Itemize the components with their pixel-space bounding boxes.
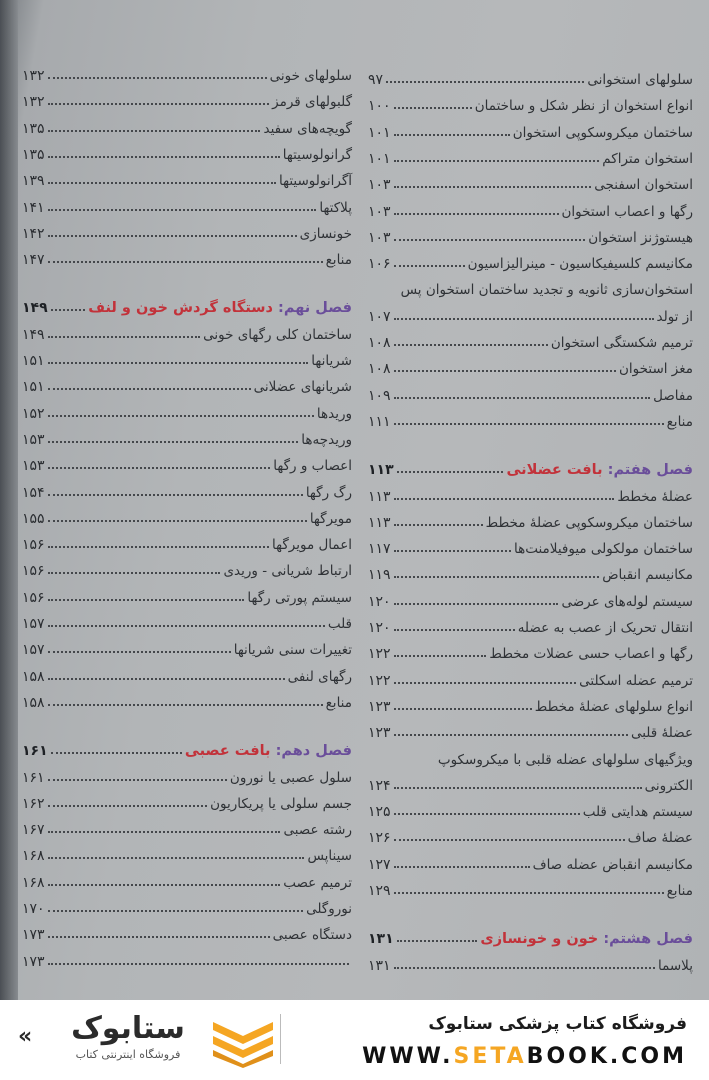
entry-title: پلاسما	[657, 957, 693, 974]
toc-entry	[22, 893, 352, 919]
toc-entry	[22, 450, 352, 476]
toc-entry	[22, 608, 352, 634]
entry-title: سلول عصبی یا نورون	[229, 769, 352, 786]
toc-entry	[368, 169, 693, 195]
footer-divider	[280, 1014, 281, 1064]
page-number: ۱۲۲	[368, 672, 391, 689]
toc-entry	[368, 117, 693, 143]
page-number: ۱۵۶	[22, 563, 45, 580]
page-number: ۱۵۳	[22, 431, 45, 448]
chapter-label: فصل هشتم:	[603, 931, 693, 948]
dot-leader	[394, 498, 615, 500]
chapter-name: بافت عضلانی	[506, 462, 603, 479]
entry-title: الکترونی	[644, 777, 693, 794]
dot-leader	[48, 831, 281, 833]
entry-title: عضلهٔ مخطط	[617, 488, 693, 505]
dot-leader	[394, 265, 465, 267]
page-number: ۱۲۲	[368, 646, 391, 663]
dot-leader	[394, 107, 472, 109]
toc-entry	[368, 586, 693, 612]
entry-title: پلاکتها	[319, 199, 352, 216]
toc-entry	[22, 634, 352, 660]
page-number: ۱۶۷	[22, 822, 45, 839]
toc-entry	[22, 919, 352, 945]
entry-title: جسم سلولی یا پریکاریون	[210, 795, 352, 812]
entry-title: سیناپس	[307, 848, 352, 865]
entry-title: از تولد	[656, 308, 693, 325]
page-number: ۱۱۹	[368, 567, 391, 584]
entry-title: اعصاب و رگها	[273, 458, 352, 475]
toc-entry	[368, 222, 693, 248]
page-number: ۱۶۸	[22, 874, 45, 891]
dot-leader	[48, 182, 276, 184]
page-number: ۱۶۸	[22, 848, 45, 865]
page-number: ۱۲۰	[368, 620, 391, 636]
entry-title: سلولهای خونی	[269, 68, 352, 84]
toc-entry	[368, 717, 693, 743]
page-number: ۱۲۵	[368, 804, 391, 821]
chapter-heading	[22, 735, 352, 761]
dot-leader	[48, 156, 280, 158]
page-number: ۱۱۷	[368, 541, 391, 558]
entry-title: شریانهای عضلانی	[253, 379, 352, 396]
dot-leader	[48, 678, 285, 680]
toc-entry	[368, 796, 693, 822]
toc-entry	[368, 559, 693, 585]
dot-leader	[48, 546, 269, 548]
dot-leader	[48, 651, 231, 653]
store-name: فروشگاه کتاب پزشکی ستابوک	[428, 1014, 687, 1034]
dot-leader	[48, 704, 323, 706]
page-number: ۱۰۱	[368, 124, 391, 141]
entry-title: رگهای لنفی	[287, 668, 352, 685]
toc-entry	[368, 950, 693, 976]
page-number: ۱۷۳	[22, 953, 45, 970]
page-number: ۱۰۸	[368, 335, 391, 351]
toc-entry	[368, 612, 693, 638]
chapter-title	[480, 931, 693, 949]
entry-title: مکانیسم انقباض عضله صاف	[532, 856, 693, 873]
toc-entry	[22, 113, 352, 139]
entry-title: مفاصل	[653, 387, 693, 404]
page-number: ۱۶۲	[22, 795, 45, 812]
chapter-title	[506, 462, 693, 480]
chapter-label: فصل هفتم:	[607, 462, 693, 479]
page-number: ۱۳۲	[22, 68, 45, 84]
dot-leader	[48, 805, 208, 807]
logo-text	[48, 1010, 208, 1070]
page-number: ۱۱۱	[368, 413, 391, 430]
entry-title: سیستم لوله‌های عرضی	[561, 593, 693, 610]
page-number: ۱۷۳	[22, 927, 45, 944]
dot-leader	[51, 309, 86, 311]
toc-entry	[22, 946, 352, 972]
dot-leader	[394, 550, 511, 552]
page-number: ۱۱۳	[368, 462, 394, 479]
entry-title: منابع	[325, 252, 352, 269]
toc-entry	[368, 406, 693, 432]
page-number: ۱۳۵	[22, 146, 45, 163]
dot-leader	[394, 629, 515, 631]
entry-title: خونسازی	[299, 225, 352, 242]
page-number: ۱۲۰	[368, 593, 391, 610]
dot-leader	[48, 77, 267, 79]
page-number: ۱۰۶	[368, 256, 391, 273]
page-number: ۱۷۰	[22, 901, 45, 917]
toc-entry	[368, 822, 693, 848]
dot-leader	[48, 572, 221, 574]
page-number: ۱۳۹	[22, 173, 45, 190]
page-number: ۱۵۸	[22, 668, 45, 685]
logo-tagline: فروشگاه اینترنتی کتاب	[75, 1048, 181, 1061]
entry-title: سلولهای استخوانی	[587, 72, 693, 88]
chapter-heading	[22, 292, 352, 318]
dot-leader	[48, 520, 307, 522]
entry-title: ساختمان میکروسکوپی عضلهٔ مخطط	[485, 514, 693, 531]
chapter-name: خون و خونسازی	[480, 931, 599, 948]
dot-leader	[48, 261, 323, 263]
entry-title: ترمیم شکستگی استخوان	[550, 335, 693, 351]
toc-entry	[368, 143, 693, 169]
toc-entry	[22, 555, 352, 581]
page-number: ۱۵۷	[22, 642, 45, 659]
page-number: ۱۴۲	[22, 225, 45, 242]
dot-leader	[394, 239, 586, 241]
toc-entry	[368, 380, 693, 406]
entry-title: گرانولوسیتها	[282, 146, 352, 163]
toc-entry	[22, 218, 352, 244]
toc-entry	[368, 665, 693, 691]
book-stack-icon	[208, 1014, 278, 1068]
entry-title: مکانیسم انقباض	[602, 567, 693, 584]
chapter-label: فصل نهم:	[278, 300, 352, 317]
page-number: ۱۳۵	[22, 120, 45, 137]
logo-arrows-icon: «	[18, 1024, 33, 1049]
chapter-name: دستگاه گردش خون و لنف	[88, 300, 273, 317]
page-number: ۱۵۱	[22, 353, 45, 369]
page-number: ۱۲۷	[368, 856, 391, 873]
dot-leader	[394, 866, 530, 868]
entry-title: وریدچه‌ها	[301, 431, 352, 448]
page-number: ۱۱۳	[368, 514, 391, 531]
page-number: ۱۵۴	[22, 484, 45, 501]
toc-entry	[368, 353, 693, 379]
dot-leader	[394, 186, 592, 188]
page-number: ۱۵۶	[22, 537, 45, 554]
page-number: ۱۰۳	[368, 177, 391, 194]
store-footer	[0, 1000, 709, 1080]
dot-leader	[397, 940, 478, 942]
dot-leader	[48, 779, 227, 781]
dot-leader	[48, 467, 271, 469]
toc-entry	[22, 687, 352, 713]
dot-leader	[48, 130, 261, 132]
chapter-heading	[368, 923, 693, 949]
dot-leader	[394, 318, 654, 320]
entry-title: انواع سلولهای عضلهٔ مخطط	[534, 698, 693, 715]
entry-title: منابع	[666, 883, 693, 899]
entry-title: مغز استخوان	[619, 361, 693, 378]
page-number: ۱۶۱	[22, 769, 45, 786]
dot-leader	[397, 471, 504, 473]
toc-entry	[368, 875, 693, 901]
dot-leader	[51, 752, 182, 754]
dot-leader	[394, 787, 642, 789]
dot-leader	[394, 344, 548, 346]
entry-title: استخوان متراکم	[602, 150, 693, 167]
page-number: ۱۲۳	[368, 698, 391, 715]
page-number: ۱۵۲	[22, 405, 45, 422]
store-logo[interactable]	[18, 1010, 283, 1070]
entry-title: رگ رگها	[305, 484, 352, 501]
dot-leader	[394, 160, 600, 162]
dot-leader	[394, 813, 580, 815]
chapter-name: بافت عصبی	[184, 743, 271, 760]
entry-title: گویچه‌های سفید	[263, 120, 352, 137]
dot-leader	[386, 81, 584, 83]
page-number: ۱۲۴	[368, 777, 391, 794]
dot-leader	[394, 655, 487, 657]
entry-title: ترمیم عصب	[283, 874, 352, 891]
entry-title: انواع استخوان از نظر شکل و ساختمان	[474, 98, 693, 115]
toc-entry	[22, 582, 352, 608]
entry-title: هیستوژنز استخوان	[588, 229, 693, 246]
toc-entry	[368, 274, 693, 300]
page-number: ۱۴۹	[22, 300, 48, 317]
dot-leader	[48, 494, 303, 496]
entry-title: تغییرات سنی شریانها	[233, 642, 352, 659]
entry-title: منابع	[666, 413, 693, 430]
toc-entry	[368, 744, 693, 770]
page-number: ۱۵۷	[22, 616, 45, 632]
entry-title: ویژگیهای سلولهای عضله قلبی با میکروسکوپ	[437, 751, 693, 768]
dot-leader	[394, 682, 577, 684]
page-number: ۱۳۱	[368, 931, 394, 948]
dot-leader	[48, 388, 251, 390]
toc-entry	[22, 60, 352, 86]
page-number: ۱۲۹	[368, 883, 391, 899]
toc-entry	[22, 762, 352, 788]
entry-title: وریدها	[316, 405, 352, 422]
entry-title: استخوان اسفنجی	[594, 177, 693, 194]
toc-entry	[368, 327, 693, 353]
dot-leader	[48, 362, 309, 364]
toc-entry	[22, 661, 352, 687]
toc-entry	[368, 481, 693, 507]
entry-title: سیستم پورتی رگها	[247, 589, 352, 606]
page-number: ۱۲۳	[368, 725, 391, 742]
page-number: ۱۳۲	[22, 94, 45, 111]
toc-entry	[368, 507, 693, 533]
toc-entry	[22, 398, 352, 424]
entry-title: دستگاه عصبی	[272, 927, 352, 944]
toc-entry	[368, 638, 693, 664]
toc-entry	[22, 424, 352, 450]
entry-title: منابع	[325, 694, 352, 711]
dot-leader	[48, 910, 304, 912]
dot-leader	[48, 936, 270, 938]
toc-entry	[368, 90, 693, 116]
entry-title: آگرانولوسیتها	[279, 173, 352, 190]
dot-leader	[48, 209, 317, 211]
url-suffix: BOOK.COM	[526, 1044, 687, 1069]
toc-entry	[22, 503, 352, 529]
entry-title: شریانها	[311, 353, 352, 369]
entry-title: نوروگلی	[306, 901, 352, 917]
page-number: ۹۷	[368, 72, 384, 88]
chapter-label: فصل دهم:	[275, 743, 352, 760]
toc-entry	[22, 244, 352, 270]
page-number: ۱۱۳	[368, 488, 391, 505]
dot-leader	[48, 441, 299, 443]
entry-title: عضلهٔ صاف	[627, 830, 693, 847]
logo-word: ستابوک	[71, 1011, 185, 1046]
dot-leader	[394, 423, 664, 425]
toc-entry	[22, 814, 352, 840]
entry-title: سیستم هدایتی قلب	[582, 804, 693, 821]
dot-leader	[48, 235, 297, 237]
toc-entry	[368, 248, 693, 274]
dot-leader	[394, 213, 559, 215]
entry-title: مویرگها	[309, 510, 352, 527]
toc-entry	[22, 867, 352, 893]
dot-leader	[394, 892, 664, 894]
dot-leader	[48, 336, 201, 338]
dot-leader	[394, 134, 510, 136]
page-number: ۱۰۹	[368, 387, 391, 404]
page-number: ۱۲۶	[368, 830, 391, 847]
page-number: ۱۴۹	[22, 326, 45, 343]
dot-leader	[394, 370, 616, 372]
toc-entry	[22, 477, 352, 503]
page-number: ۱۴۱	[22, 199, 45, 216]
entry-title: اعمال مویرگها	[272, 537, 352, 554]
toc-entry	[368, 533, 693, 559]
url-highlight: SETA	[453, 1044, 527, 1069]
chapter-heading	[368, 454, 693, 480]
entry-title: ترمیم عضله اسکلتی	[579, 672, 693, 689]
page-number: ۱۰۳	[368, 203, 391, 220]
toc-entry	[368, 691, 693, 717]
dot-leader	[394, 524, 483, 526]
page-number: ۱۵۶	[22, 589, 45, 606]
dot-leader	[48, 599, 245, 601]
entry-title: ارتباط شریانی - وریدی	[223, 563, 352, 580]
entry-title: استخوان‌سازی ثانویه و تجدید ساختمان استخوان پس	[400, 282, 693, 299]
entry-title: گلبولهای قرمز	[272, 94, 352, 111]
dot-leader	[394, 708, 532, 710]
entry-title: قلب	[327, 616, 352, 632]
page-number: ۱۰۱	[368, 150, 391, 167]
dot-leader	[394, 397, 651, 399]
dot-leader	[394, 967, 655, 969]
toc-entry	[368, 849, 693, 875]
chapter-title	[185, 743, 352, 761]
dot-leader	[394, 839, 625, 841]
dot-leader	[48, 963, 349, 965]
store-url-link[interactable]	[362, 1044, 687, 1069]
toc-entry	[22, 529, 352, 555]
entry-title: انتقال تحریک از عصب به عضله	[517, 620, 693, 636]
toc-entry	[22, 192, 352, 218]
dot-leader	[394, 576, 600, 578]
dot-leader	[48, 625, 325, 627]
entry-title: رگها و اعصاب استخوان	[561, 203, 693, 220]
page-number: ۱۰۳	[368, 229, 391, 246]
page-number: ۱۴۷	[22, 252, 45, 269]
dot-leader	[48, 857, 305, 859]
toc-entry	[368, 770, 693, 796]
page-number: ۱۵۸	[22, 694, 45, 711]
dot-leader	[48, 415, 314, 417]
toc-entry	[368, 64, 693, 90]
page-number: ۱۶۱	[22, 743, 48, 760]
entry-title: ساختمان مولکولی میوفیلامنت‌ها	[513, 541, 693, 558]
entry-title: رشته عصبی	[283, 822, 352, 839]
page-number: ۱۵۵	[22, 510, 45, 527]
entry-title: رگها و اعصاب حسی عضلات مخطط	[489, 646, 693, 663]
page-number: ۱۰۰	[368, 98, 391, 115]
dot-leader	[394, 603, 559, 605]
page-number: ۱۰۷	[368, 308, 391, 325]
entry-title: مکانیسم کلسیفیکاسیون - مینرالیزاسیون	[467, 256, 693, 273]
dot-leader	[48, 103, 270, 105]
toc-entry	[22, 86, 352, 112]
toc-entry	[22, 371, 352, 397]
entry-title: ساختمان کلی رگهای خونی	[203, 326, 352, 343]
toc-entry	[22, 788, 352, 814]
page-number: ۱۰۸	[368, 361, 391, 378]
toc-entry	[368, 301, 693, 327]
entry-title: عضلهٔ قلبی	[630, 725, 693, 742]
toc-entry	[22, 139, 352, 165]
url-prefix: WWW.	[362, 1044, 454, 1069]
entry-title: ساختمان میکروسکوپی استخوان	[512, 124, 693, 141]
toc-entry	[22, 345, 352, 371]
page-number: ۱۳۱	[368, 957, 391, 974]
toc-entry	[22, 319, 352, 345]
toc-entry	[368, 196, 693, 222]
dot-leader	[394, 734, 628, 736]
chapter-title	[88, 300, 352, 318]
page-number: ۱۵۱	[22, 379, 45, 396]
toc-entry	[22, 165, 352, 191]
dot-leader	[48, 884, 281, 886]
page-number: ۱۵۳	[22, 458, 45, 475]
toc-entry	[22, 840, 352, 866]
